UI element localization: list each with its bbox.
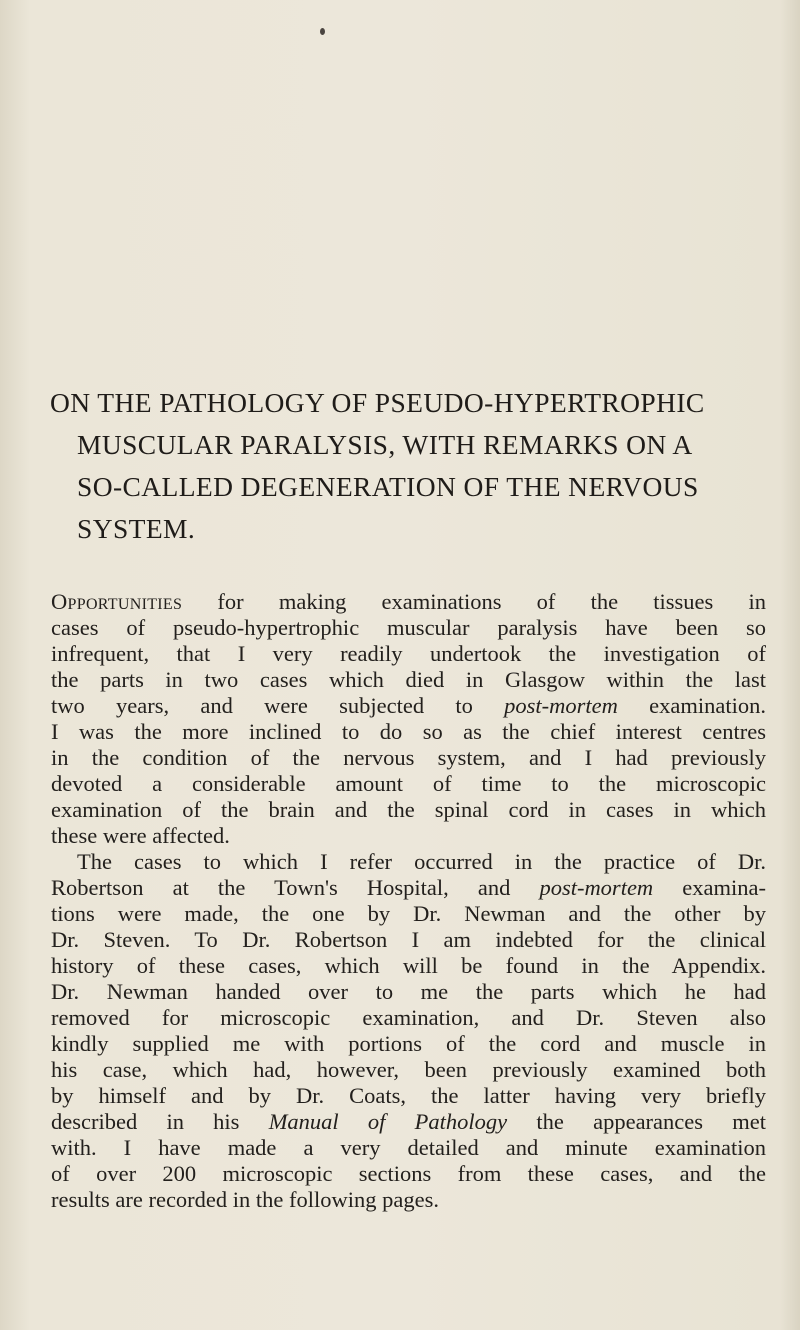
body-text — [51, 589, 766, 1213]
title-line-2: MUSCULAR PARALYSIS, WITH REMARKS ON A — [77, 429, 693, 460]
book-title: Manual of Pathology — [268, 1109, 508, 1134]
text-line: Dr. Steven. To Dr. Robertson I am indebted for the clinical — [51, 927, 766, 952]
text-line: with. I have made a very detailed and minute examination — [51, 1135, 766, 1160]
text-line: by himself and by Dr. Coats, the latter having very briefly — [51, 1083, 766, 1108]
text-line — [51, 875, 766, 901]
text-line: kindly supplied me with portions of the cord and muscle in — [51, 1031, 766, 1056]
text-line: tions were made, the one by Dr. Newman and the other by — [51, 901, 766, 926]
text-line: cases of pseudo-hypertrophic muscular paralysis have been so — [51, 615, 766, 640]
text-line — [51, 693, 766, 719]
text-line: infrequent, that I very readily undertook the investigation of — [51, 641, 766, 666]
paragraph-2 — [51, 849, 766, 1213]
title-line-3: SO-CALLED DEGENERATION OF THE NERVOUS — [77, 471, 699, 502]
text-line: I was the more inclined to do so as the chief interest centres — [51, 719, 766, 744]
text-line: devoted a considerable amount of time to the microscopic — [51, 771, 766, 796]
text-segment: the appearances met — [507, 1109, 766, 1134]
text-line: results are recorded in the following pages. — [51, 1187, 439, 1212]
text-segment: Robertson at the Town's Hospital, and — [51, 875, 540, 900]
italic-term: post-mortem — [504, 693, 618, 718]
ink-fleck — [320, 28, 325, 35]
text-line: The cases to which I refer occurred in the practice of Dr. — [77, 849, 766, 874]
title-line-4: SYSTEM. — [77, 513, 196, 544]
title-line-1: ON THE PATHOLOGY OF PSEUDO-HYPERTROPHIC — [50, 387, 705, 418]
text-line — [51, 1109, 766, 1135]
text-line: removed for microscopic examination, and Dr. Steven also — [51, 1005, 766, 1030]
article-title — [50, 382, 770, 550]
text-segment: for making examinations of the tissues in — [182, 589, 766, 614]
text-line: in the condition of the nervous system, and I had previously — [51, 745, 766, 770]
text-line: of over 200 microscopic sections from these cases, and the — [51, 1161, 766, 1186]
text-segment: two years, and were subjected to — [51, 693, 505, 718]
text-segment: examination. — [617, 693, 766, 718]
paragraph-1 — [51, 589, 766, 849]
text-segment: described in his — [51, 1109, 269, 1134]
text-segment: examina- — [653, 875, 766, 900]
text-line: his case, which had, however, been previously examined both — [51, 1057, 766, 1082]
text-line: the parts in two cases which died in Glasgow within the last — [51, 667, 766, 692]
text-line: examination of the brain and the spinal cord in cases in which — [51, 797, 766, 822]
text-line: these were affected. — [51, 823, 230, 848]
text-line: Dr. Newman handed over to me the parts which he had — [51, 979, 766, 1004]
italic-term: post-mortem — [539, 875, 654, 900]
text-line — [51, 589, 766, 615]
text-line: history of these cases, which will be found in the Appendix. — [51, 953, 766, 978]
opening-word: Opportunities — [51, 589, 183, 614]
